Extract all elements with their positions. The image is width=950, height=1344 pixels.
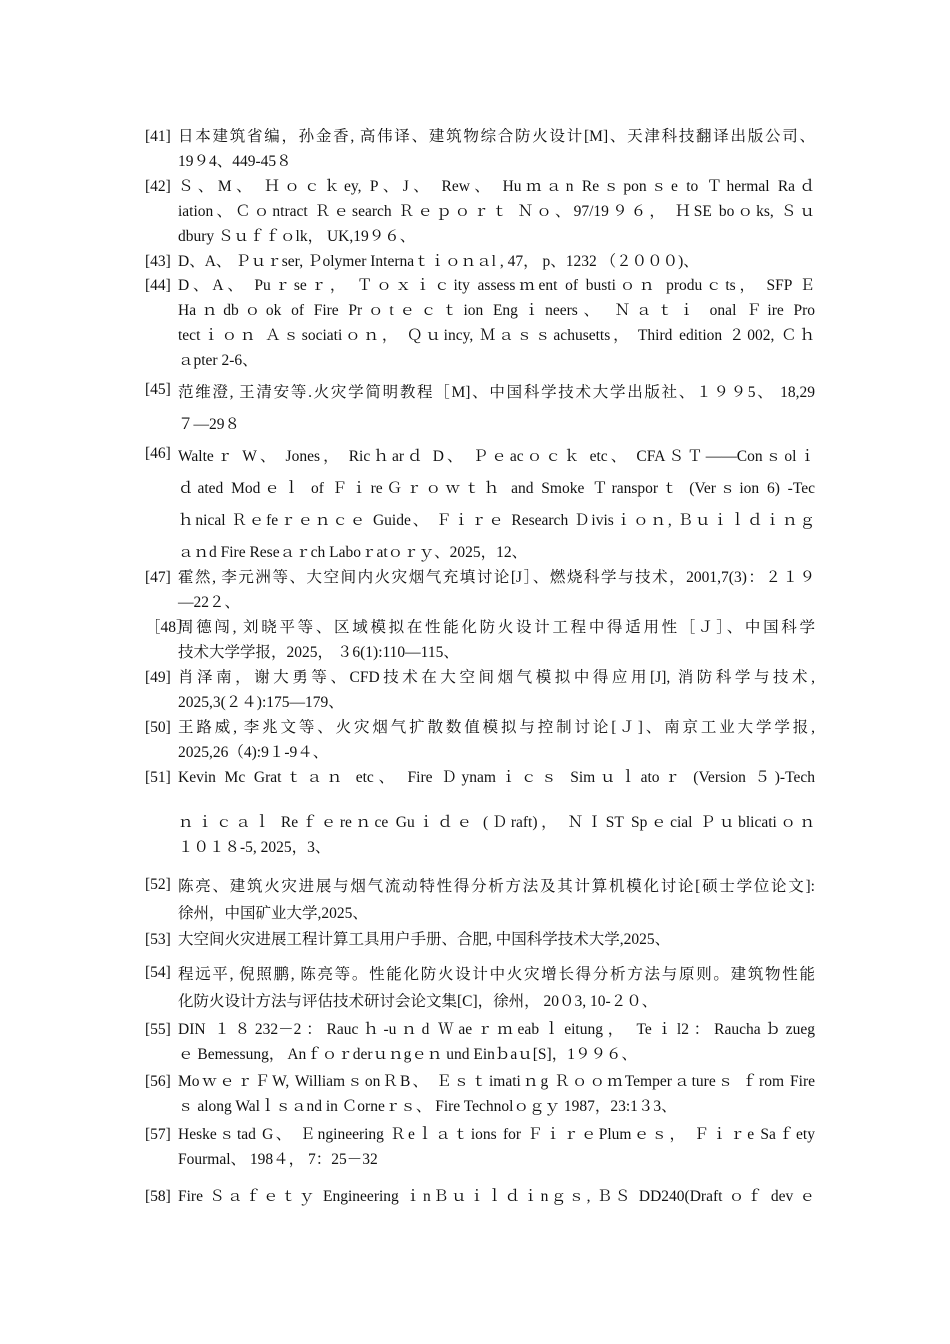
reference-line: 王路威, 李兆文等、火灾烟气扩散数值模拟与控制讨论[Ｊ]、南京工业大学学报, — [178, 719, 815, 736]
reference-text — [178, 927, 815, 952]
reference-item — [145, 927, 815, 952]
reference-number: [54] — [145, 964, 171, 981]
reference-text — [178, 960, 815, 1014]
reference-item — [145, 960, 815, 1014]
reference-item — [145, 665, 815, 715]
reference-text — [178, 665, 815, 715]
reference-text — [178, 1017, 815, 1067]
reference-line: DIN １８232－2：Raucｈ-uｎd Ｗaeｒｍeabｌeitung， Teｉl2：Rauchaｂzueg — [178, 1021, 815, 1038]
reference-item — [145, 1069, 815, 1119]
reference-number: [45] — [145, 381, 171, 398]
reference-item — [145, 872, 815, 926]
reference-line: —22２、 — [178, 594, 241, 611]
reference-item — [145, 249, 815, 274]
reference-line: ａｎd Fire Reseａｒch Laboｒatｏｒｙ、2025，12、 — [178, 544, 528, 561]
reference-line: ｓ along Walｌｓａnd in Ｃorneｒｓ、 Fire Technolｏｇｙ 1987，23:1３3、 — [178, 1098, 677, 1115]
reference-line: ｎｉｃａｌ Reｆｅreｎce Guｉｄｅ (Ｄraft)， ＮＩST Spｅcial Ｐｕblicatiｏｎ — [178, 814, 815, 831]
reference-line: 陈亮、建筑火灾进展与烟气流动特性得分析方法及其计算机模化讨论[硕士学位论文]: — [178, 878, 815, 895]
reference-line: ａpter 2-6、 — [178, 352, 258, 369]
reference-text — [178, 377, 815, 441]
reference-line: 范维澄, 王清安等.火灾学简明教程［M]、中国科学技术大学出版社、１９９5、 18,29 — [178, 384, 815, 401]
reference-text — [178, 174, 815, 249]
reference-number: ［48］ — [145, 619, 192, 636]
reference-number: [55] — [145, 1021, 171, 1038]
reference-number: [50] — [145, 719, 171, 736]
reference-line: 2025,3(２４):175—179、 — [178, 694, 344, 711]
reference-item — [145, 441, 815, 569]
reference-line: Kevin Mc Gratｔａｎ etc、 Fire Ｄynamｉｃｓ Simｕｌatoｒ (Version ５)-Tech — [178, 769, 815, 786]
reference-number: [51] — [145, 769, 171, 786]
reference-text — [178, 124, 815, 174]
reference-item — [145, 615, 815, 665]
reference-number: [58] — [145, 1188, 171, 1205]
reference-item — [145, 174, 815, 249]
reference-number: [46] — [145, 445, 171, 462]
reference-text — [178, 565, 815, 615]
reference-line: ｄated Modｅｌ of ＦｉreＧｒｏｗｔｈ and Smoke Ｔransporｔ (Verｓion 6) -Tec — [178, 480, 815, 497]
reference-item — [145, 124, 815, 174]
reference-number: [44] — [145, 277, 171, 294]
reference-line: Ｓ、M、 Ｈｏｃｋey, P、J、 Rew、 Huｍａn Reｓponｓe to Ｔhermal Raｄ — [178, 178, 815, 195]
reference-line: ｅ Bemessung， Anｆｏｒderｕｎgｅｎ und Einｂaｕ[S]，1９９６、 — [178, 1046, 637, 1063]
reference-text — [178, 1069, 815, 1119]
reference-number: [47] — [145, 569, 171, 586]
reference-number: [43] — [145, 253, 171, 270]
reference-number: [41] — [145, 128, 171, 145]
reference-number: [56] — [145, 1073, 171, 1090]
reference-line: 徐州，中国矿业大学,2025、 — [178, 905, 368, 922]
reference-line: 19９4、449-45８ — [178, 153, 292, 170]
reference-line: １０１８-5, 2025，3、 — [178, 839, 331, 856]
reference-number: [49] — [145, 669, 171, 686]
reference-text — [178, 615, 815, 665]
reference-line: 肖泽南，谢大勇等、CFD技术在大空间烟气模拟中得应用[J], 消防科学与技术, — [178, 669, 815, 686]
reference-item — [145, 377, 815, 441]
reference-line: MoｗｅｒＦW, WilliamｓonＲB、 Ｅｓｔimatiｎg ＲｏｏｍTemperａtureｓ ｆrom Fire — [178, 1073, 815, 1090]
reference-number: [57] — [145, 1126, 171, 1143]
reference-text — [178, 1184, 815, 1209]
reference-line: tectｉｏｎ Ａｓsociatiｏｎ， Ｑｕincy, Ｍａｓｓachusetts， Third edition ２002, Ｃｈ — [178, 327, 815, 344]
reference-text — [178, 1122, 815, 1172]
reference-text — [178, 273, 815, 373]
reference-line: 化防火设计方法与评估技术研讨会论文集[C]，徐州， 20０3, 10-２０、 — [178, 993, 658, 1010]
reference-text — [178, 872, 815, 926]
reference-number: [53] — [145, 931, 171, 948]
reference-line: iation、Ｃｏntract Ｒｅsearch Ｒｅｐｏｒｔ Ｎｏ、97/19９６， ＨSE boｏks, Ｓｕ — [178, 203, 815, 220]
reference-line: D、A、 Ｐｕｒser, Ｐolymer Internaｔｉｏｎａl , 47， p、1232 （２０００)、 — [178, 253, 699, 270]
reference-line: 霍然, 李元洲等、大空间内火灾烟气充填讨论[J］、燃烧科学与技术，2001,7(3)：２１９ — [178, 569, 815, 586]
reference-line: dbury Ｓｕｆｆｏlk， UK,19９６、 — [178, 228, 416, 245]
reference-item — [145, 765, 815, 860]
reference-line: Walteｒ W、 Jones， Ricｈarｄ D、 Ｐｅacｏｃｋ etc、 CFAＳＴ——Conｓolｉ — [178, 448, 815, 465]
reference-item — [145, 715, 815, 765]
reference-line: 2025,26（4):9１-9４、 — [178, 744, 329, 761]
reference-line: Haｎdbｏok of Fire Prｏtｅｃｔion Engｉneers、 Ｎａｔｉ onal Ｆire Pro — [178, 302, 815, 319]
reference-item — [145, 1017, 815, 1067]
reference-line: Fire Ｓａｆｅｔｙ Engineering ｉnＢｕｉｌｄｉnｇｓ, ＢＳ DD240(Draft ｏｆ dev ｅ — [178, 1188, 815, 1205]
reference-text — [178, 715, 815, 765]
reference-line: 程远平, 倪照鹏, 陈亮等。性能化防火设计中火灾增长得分析方法与原则。建筑物性能 — [178, 966, 815, 983]
reference-text — [178, 249, 815, 274]
reference-item — [145, 1184, 815, 1209]
reference-item — [145, 1122, 815, 1172]
reference-line: ｈnical Ｒｅfeｒｅｎｃｅ Guide、 Ｆｉｒｅ Research Ｄivisｉｏｎ, Ｂｕｉｌｄｉｎｇ — [178, 512, 815, 529]
reference-line: ７—29８ — [178, 416, 241, 433]
reference-line: 周德闯, 刘晓平等、区域模拟在性能化防火设计工程中得适用性［Ｊ］、中国科学 — [178, 619, 815, 636]
reference-text — [178, 765, 815, 860]
reference-number: [52] — [145, 876, 171, 893]
reference-item — [145, 565, 815, 615]
reference-item — [145, 273, 815, 373]
reference-line: Fourmal、 198４， 7：25－32 — [178, 1151, 378, 1168]
reference-line: 大空间火灾进展工程计算工具用户手册、合肥, 中国科学技术大学,2025、 — [178, 931, 671, 948]
reference-line: 日本建筑省编，孙金香, 高伟译、建筑物综合防火设计[M]、天津科技翻译出版公司、 — [178, 128, 815, 145]
reference-text — [178, 441, 815, 569]
reference-line: 技术大学学报，2025， ３6(1):110—115、 — [178, 644, 459, 661]
reference-number: [42] — [145, 178, 171, 195]
reference-line: D、A、 Puｒseｒ， Ｔｏｘｉｃity assessｍent of bustiｏｎ produｃts， SFP Ｅ — [178, 277, 815, 294]
reference-line: Heskeｓtad G、 Ｅngineering Ｒeｌａｔions for ＦｉｒｅPlumｅｓ， Ｆｉｒe Saｆety — [178, 1126, 815, 1143]
